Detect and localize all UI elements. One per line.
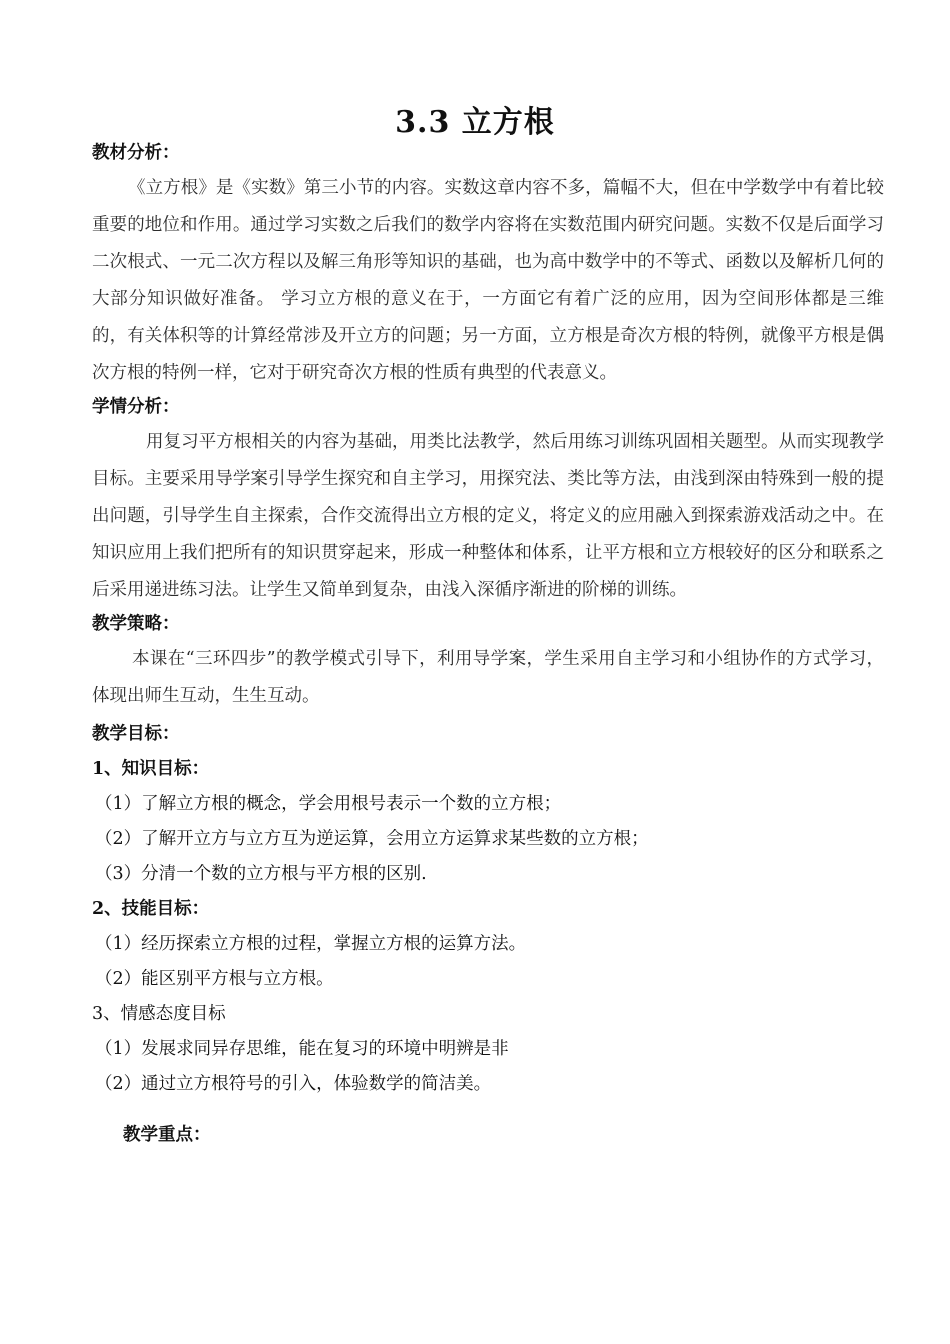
emotion-goals-heading: 3、情感态度目标 bbox=[92, 1004, 226, 1024]
skill-goals-heading: 2、技能目标： bbox=[92, 899, 210, 919]
skill-goal-item: （1）经历探索立方根的过程，掌握立方根的运算方法。 bbox=[95, 934, 527, 954]
knowledge-goals-heading: 1、知识目标： bbox=[92, 759, 210, 779]
teaching-strategy-paragraph: 本课在“三环四步”的教学模式引导下，利用导学案，学生采用自主学习和小组协作的方式学习，体现出师生互动，生生互动。 bbox=[92, 649, 884, 706]
emotion-goal-item: （1）发展求同异存思维，能在复习的环境中明辨是非 bbox=[95, 1039, 509, 1059]
textbook-analysis-paragraph: 《立方根》是《实数》第三小节的内容。实数这章内容不多，篇幅不大，但在中学数学中有着比较重要的地位和作用。通过学习实数之后我们的数学内容将在实数范围内研究问题。实数不仅是后面学习二次根式、一元二次方程以及解三角形等知识的基础，也为高中数学中的不等式、函数以及解析几何的大部分知识做好准备。 学习立方根的意义在于，一方面它有着广泛的应用，因为空间形体都是三维的，有关体积等的计算经常涉及开立方的问题；另一方面，立方根是奇次方根的特例，就像平方根是偶次方根的特例一样，它对于研究奇次方根的性质有典型的代表意义。 bbox=[92, 178, 884, 383]
student-analysis-paragraph: 用复习平方根相关的内容为基础，用类比法教学，然后用练习训练巩固相关题型。从而实现教学目标。主要采用导学案引导学生探究和自主学习，用探究法、类比等方法，由浅到深由特殊到一般的提出问题，引导学生自主探索，合作交流得出立方根的定义，将定义的应用融入到探索游戏活动之中。在知识应用上我们把所有的知识贯穿起来，形成一种整体和体系，让平方根和立方根较好的区分和联系之后采用递进练习法。让学生又简单到复杂，由浅入深循序渐进的阶梯的训练。 bbox=[92, 432, 884, 600]
knowledge-goal-item: （1）了解立方根的概念，学会用根号表示一个数的立方根； bbox=[95, 794, 562, 814]
page-title: 3.3 立方根 bbox=[395, 105, 555, 140]
skill-goal-item: （2）能区别平方根与立方根。 bbox=[95, 969, 334, 989]
student-analysis-heading: 学情分析： bbox=[92, 397, 180, 417]
teaching-goals-heading: 教学目标： bbox=[92, 724, 180, 744]
knowledge-goal-item: （3）分清一个数的立方根与平方根的区别. bbox=[95, 864, 427, 884]
teaching-strategy-heading: 教学策略： bbox=[92, 614, 180, 634]
knowledge-goal-item: （2）了解开立方与立方互为逆运算，会用立方运算求某些数的立方根； bbox=[95, 829, 649, 849]
textbook-analysis-heading: 教材分析： bbox=[92, 143, 180, 163]
key-points-heading: 教学重点： bbox=[123, 1125, 211, 1145]
document-body bbox=[92, 138, 884, 1150]
emotion-goal-item: （2）通过立方根符号的引入，体验数学的简洁美。 bbox=[95, 1074, 492, 1094]
